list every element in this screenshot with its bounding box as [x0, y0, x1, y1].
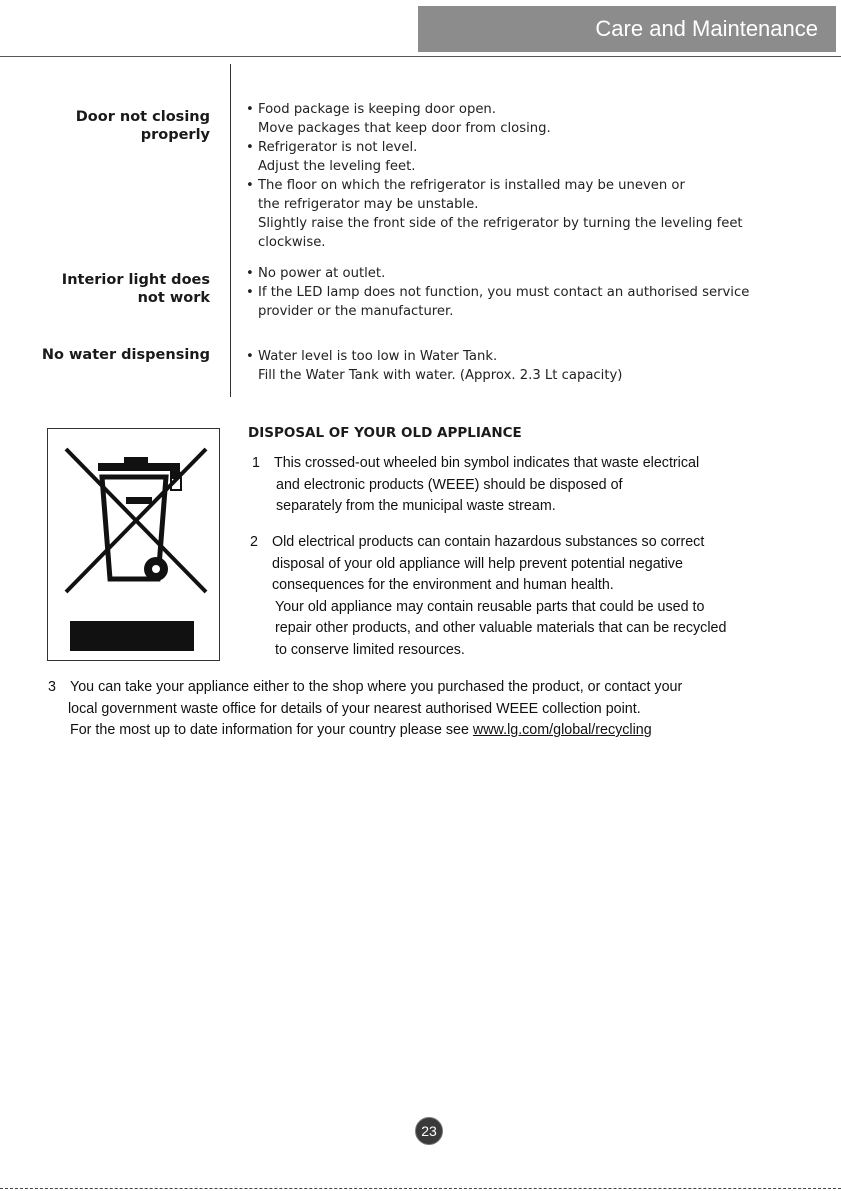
cause-no-water: [42, 346, 210, 364]
disposal-line: disposal of your old appliance will help prevent potential negative: [272, 555, 683, 572]
cause-interior-light: [62, 271, 210, 307]
disposal-line: to conserve limited resources.: [275, 641, 465, 658]
disposal-line: For the most up to date information for your country please see www.lg.com/global/recycling: [70, 722, 652, 738]
solution-door-not-closing: [246, 100, 826, 252]
cause-line: No water dispensing: [41, 347, 210, 363]
page-header-tab: [418, 6, 836, 52]
weee-symbol-frame: [47, 428, 220, 661]
solution-line: clockwise.: [258, 235, 326, 250]
solution-line: • The floor on which the refrigerator is installed may be uneven or: [246, 178, 685, 193]
solution-line: Slightly raise the front side of the refrigerator by turning the leveling feet: [258, 216, 743, 231]
disposal-title: DISPOSAL OF YOUR OLD APPLIANCE: [248, 425, 522, 441]
recycling-link[interactable]: www.lg.com/global/recycling: [472, 722, 652, 738]
footer-rule: [0, 1188, 841, 1189]
cause-line: not work: [137, 290, 210, 306]
item-number: 1: [252, 455, 260, 471]
solution-line: • Food package is keeping door open.: [246, 102, 496, 117]
disposal-item-2: [250, 532, 726, 661]
disposal-item-1: [252, 453, 699, 518]
solution-line: Fill the Water Tank with water. (Approx. 2.3 Lt capacity): [258, 368, 623, 383]
solution-line: • If the LED lamp does not function, you must contact an authorised service: [246, 285, 750, 300]
solution-line: • Water level is too low in Water Tank.: [246, 349, 498, 364]
solution-line: • Refrigerator is not level.: [246, 140, 418, 155]
disposal-line: local government waste office for details of your nearest authorised WEEE collection point.: [68, 700, 641, 717]
item-number: 3: [48, 679, 56, 695]
disposal-line: 1 This crossed-out wheeled bin symbol indicates that waste electrical: [252, 453, 699, 475]
solution-interior-light: [246, 264, 826, 321]
disposal-item-3: [48, 677, 682, 742]
solution-line: Move packages that keep door from closing.: [258, 121, 551, 136]
cause-line: properly: [140, 127, 210, 143]
crossed-out-wheeled-bin-icon: [48, 429, 219, 660]
disposal-line: 3 You can take your appliance either to the shop where you purchased the product, or contact your: [48, 677, 682, 699]
solution-line: the refrigerator may be unstable.: [258, 197, 479, 212]
solution-line: Adjust the leveling feet.: [258, 159, 416, 174]
solution-line: provider or the manufacturer.: [258, 304, 454, 319]
cause-door-not-closing: [76, 108, 210, 144]
disposal-line: Your old appliance may contain reusable parts that could be used to: [275, 598, 705, 615]
disposal-line: separately from the municipal waste stream.: [276, 498, 556, 514]
page-number: 23: [421, 1123, 437, 1139]
page-section-title: Care and Maintenance: [595, 16, 818, 41]
disposal-line: 2 Old electrical products can contain hazardous substances so correct: [250, 532, 726, 554]
cause-line: Door not closing: [75, 109, 210, 125]
header-rule: [0, 56, 841, 57]
cause-line: Interior light does: [61, 272, 210, 288]
disposal-line: and electronic products (WEEE) should be disposed of: [276, 476, 623, 493]
table-divider: [230, 64, 231, 397]
disposal-line: consequences for the environment and human health.: [272, 577, 614, 593]
solution-line: • No power at outlet.: [246, 266, 386, 281]
page-number-badge: [415, 1117, 443, 1145]
item-number: 2: [250, 534, 258, 550]
disposal-line: repair other products, and other valuable materials that can be recycled: [275, 620, 727, 636]
solution-no-water: [246, 347, 826, 385]
